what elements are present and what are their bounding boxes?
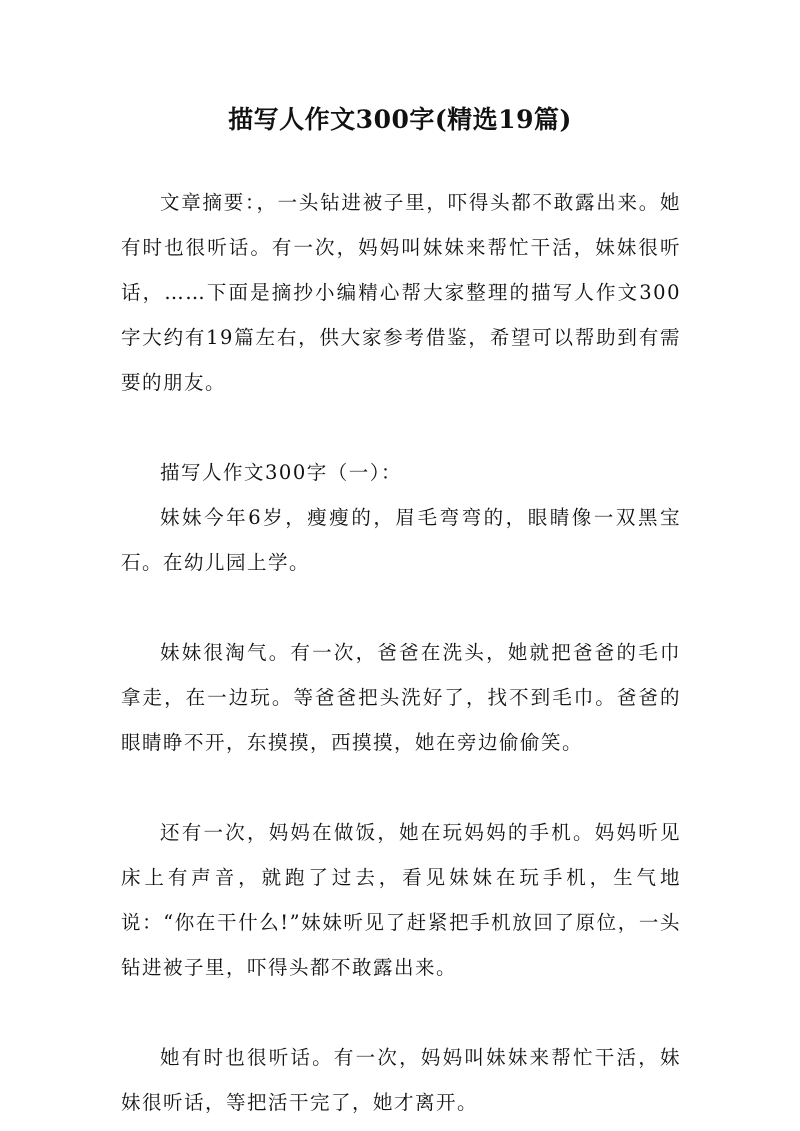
body-paragraph-3: 还有一次，妈妈在做饭，她在玩妈妈的手机。妈妈听见床上有声音，就跑了过去，看见妹妹在玩手机，生气地说：“你在干什么!”妹妹听见了赶紧把手机放回了原位，一头钻进被子里，吓得头都不敢露出来。 [121, 821, 681, 979]
document-body [121, 180, 681, 1125]
paragraph-spacer [121, 405, 681, 450]
article-summary: 文章摘要：，一头钻进被子里，吓得头都不敢露出来。她有时也很听话。有一次，妈妈叫妹妹来帮忙干活，妹妹很听话，……下面是摘抄小编精心帮大家整理的描写人作文300字大约有19篇左右，供大家参考借鉴，希望可以帮助到有需要的朋友。 [121, 191, 681, 394]
paragraph-spacer [121, 765, 681, 810]
body-paragraph-4: 她有时也很听话。有一次，妈妈叫妹妹来帮忙干活，妹妹很听话，等把活干完了，她才离开。 [121, 1046, 681, 1114]
body-paragraph-1: 妹妹今年6岁，瘦瘦的，眉毛弯弯的，眼睛像一双黑宝石。在幼儿园上学。 [121, 506, 681, 574]
body-paragraph-2: 妹妹很淘气。有一次，爸爸在洗头，她就把爸爸的毛巾拿走，在一边玩。等爸爸把头洗好了，找不到毛巾。爸爸的眼睛睁不开，东摸摸，西摸摸，她在旁边偷偷笑。 [121, 641, 681, 754]
paragraph-spacer [121, 585, 681, 630]
section-heading: 描写人作文300字（一）： [160, 461, 402, 484]
document-title: 描写人作文300字(精选19篇) [228, 105, 572, 134]
paragraph-spacer [121, 990, 681, 1035]
